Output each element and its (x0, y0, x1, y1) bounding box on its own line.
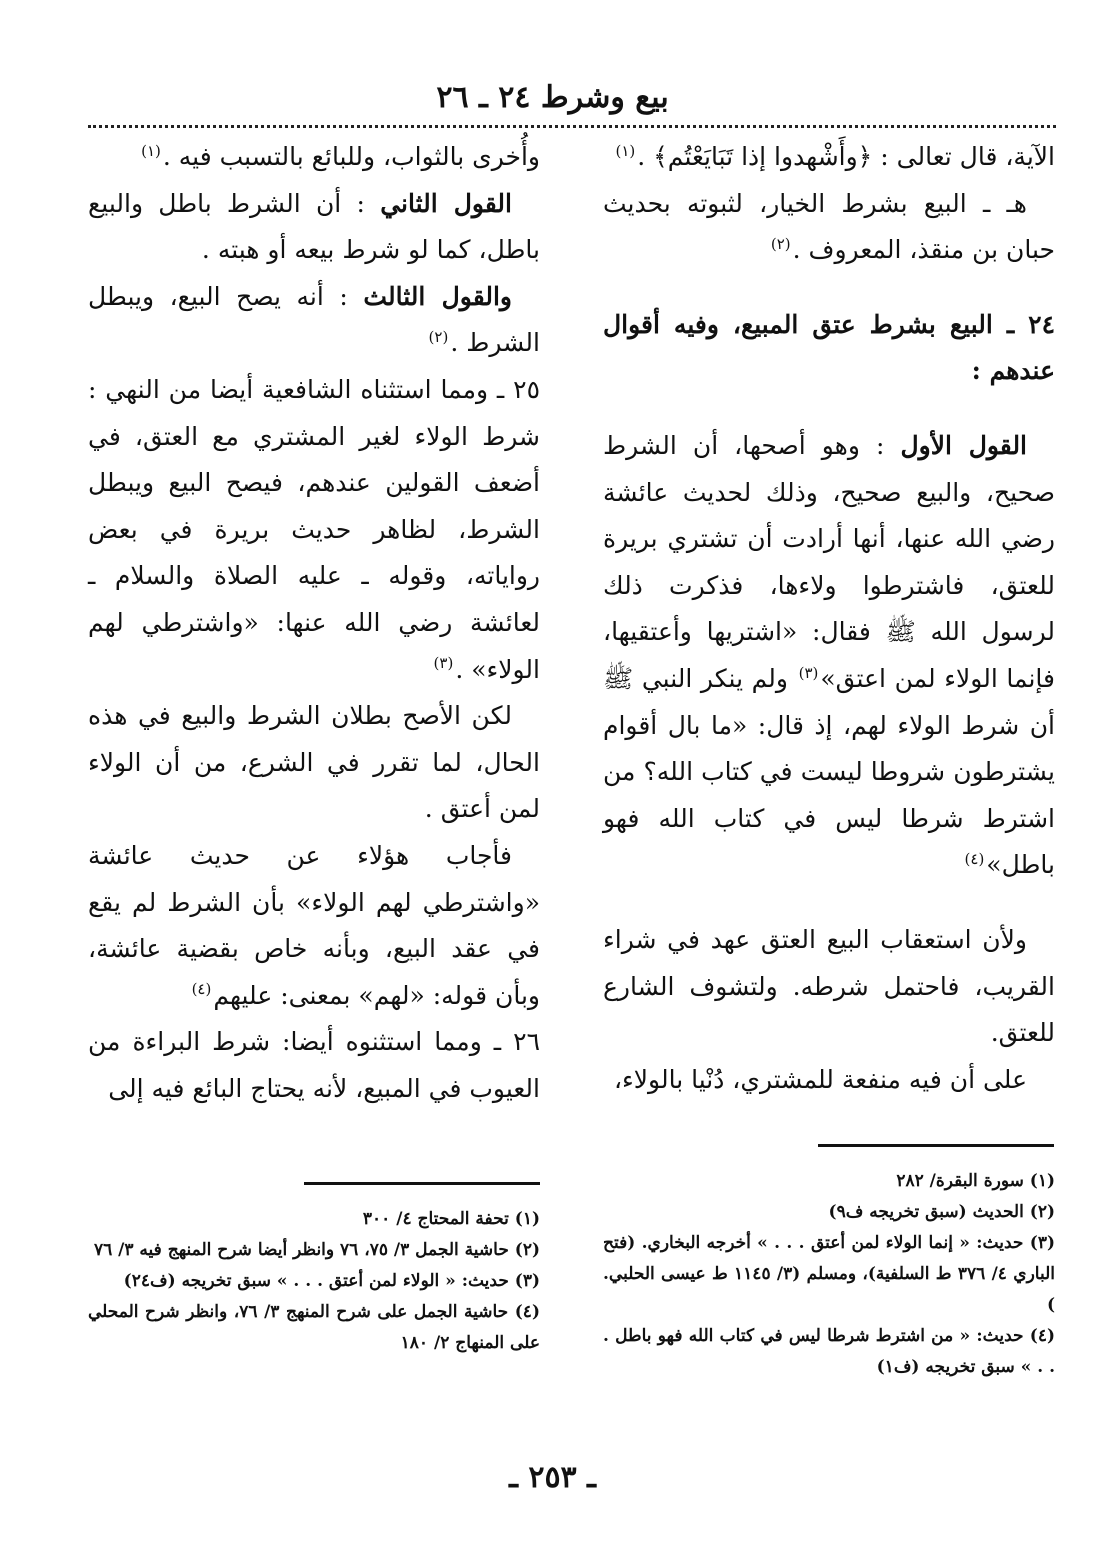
footnote-ref: (٣) (798, 663, 819, 682)
paragraph: على أن فيه منفعة للمشتري، دُنْيا بالولاء، (613, 1064, 1027, 1094)
paragraph: هـ ـ البيع بشرط الخيار، لثبوته بحديث حبان بن منقذ، المعروف .$^{(٢)}$ (603, 188, 1055, 265)
footnote: (١) سورة البقرة/ ٢٨٢ (896, 1171, 1055, 1191)
footnote-ref: (٣) (433, 654, 454, 673)
section-paragraph-26: ٢٦ ـ ومما استثنوه أيضا: شرط البراءة من العيوب في المبيع، لأنه يحتاج البائع فيه إلى (88, 1027, 540, 1103)
footnote: (٤) حاشية الجمل على شرح المنهج ٣/ ٧٦، وانظر شرح المحلي على المنهاج ٢/ ١٨٠ (88, 1302, 540, 1353)
footnote-ref: (٤) (964, 849, 985, 868)
footnotes-right (603, 1166, 1055, 1383)
footnote-rule (818, 1144, 1054, 1147)
footnote-ref: (٤) (191, 980, 212, 999)
left-column (88, 134, 540, 1112)
header-dotted-rule (88, 125, 1056, 128)
footnote-ref: (٢) (770, 234, 791, 253)
footnote: (٣) حديث: « الولاء لمن أعتق . . . » سبق تخريجه (ف٢٤) (123, 1271, 540, 1291)
paragraph: القول الثاني : أن الشرط باطل والبيع باطل، كما لو شرط بيعه أو هبته . (88, 188, 540, 265)
footnote: (٤) حديث: « من اشترط شرطا ليس في كتاب الله فهو باطل . . . » سبق تخريجه (ف١) (603, 1326, 1055, 1377)
footnote-ref: (٢) (428, 328, 449, 347)
footnote: (٢) الحديث (سبق تخريجه ف٩) (828, 1202, 1055, 1222)
footnote: (٢) حاشية الجمل ٣/ ٧٥، ٧٦ وانظر أيضا شرح المنهج فيه ٣/ ٧٦ (93, 1240, 540, 1260)
paragraph-label: القول الأول (900, 430, 1028, 460)
footnote-rule (304, 1182, 540, 1185)
paragraph: فأجاب هؤلاء عن حديث عائشة «واشترطي لهم الولاء» بأن الشرط لم يقع في عقد البيع، وبأنه خاص بقضية عائشة، وبأن قوله: «لهم» بمعنى: عليهم$^{(٤)}$ (88, 840, 540, 1010)
section-paragraph-25: ٢٥ ـ ومما استثناه الشافعية أيضا من النهي : شرط الولاء لغير المشتري مع العتق، في أضعف القولين عندهم، فيصح البيع ويبطل الشرط، لظاهر حديث بريرة في بعض رواياته، وقوله ـ عليه الصلاة والسلام ـ لعائشة رضي الله عنها: «واشترطي لهم الولاء» .$^{(٣)}$ (88, 374, 540, 684)
paragraph-label: والقول الثالث (363, 281, 512, 311)
page-number: ـ ٢٥٣ ـ (509, 1460, 596, 1495)
paragraph: وأُخرى بالثواب، وللبائع بالتسبب فيه .$^{(١)}$ (141, 141, 540, 171)
paragraph: الآية، قال تعالى : ﴿وأَشْهدوا إذا تَبَايَعْتُم﴾ .$^{(١)}$ (615, 141, 1055, 171)
section-heading-24: ٢٤ ـ البيع بشرط عتق المبيع، وفيه أقوال عندهم : (603, 309, 1055, 386)
paragraph: والقول الثالث : أنه يصح البيع، ويبطل الشرط .$^{(٢)}$ (88, 281, 540, 358)
footnote-ref: (١) (615, 141, 636, 160)
paragraph: القول الأول : وهو أصحها، أن الشرط صحيح، والبيع صحيح، وذلك لحديث عائشة رضي الله عنها، أنها أرادت أن تشتري بريرة للعتق، فاشترطوا ولاءها، فذكرت ذلك لرسول الله ﷺ فقال: «اشتريها وأعتقيها، فإنما الولاء لمن اعتق»$^{(٣)}$ ولم ينكر النبي ﷺ أن شرط الولاء لهم، إذ قال: «ما بال أقوام يشترطون شروطا ليست في كتاب الله؟ من اشترط شرطا ليس في كتاب الله فهو باطل»$^{(٤)}$ (603, 430, 1055, 880)
page-header-title: بيع وشرط ٢٤ ـ ٢٦ (436, 80, 669, 115)
footnote: (١) تحفة المحتاج ٤/ ٣٠٠ (362, 1209, 540, 1229)
right-column (603, 134, 1055, 1103)
footnotes-left (88, 1204, 540, 1359)
footnote: (٣) حديث: « إنما الولاء لمن أعتق . . . » أخرجه البخاري. (فتح الباري ٤/ ٣٧٦ ط السلفية)، ومسلم (٣/ ١١٤٥ ط عيسى الحلبي. ) (603, 1233, 1055, 1315)
paragraph-label: القول الثاني (380, 188, 512, 218)
paragraph: ولأن استعقاب البيع العتق عهد في شراء القريب، فاحتمل شرطه. ولتشوف الشارع للعتق. (603, 924, 1055, 1048)
footnote-ref: (١) (141, 141, 161, 160)
paragraph: لكن الأصح بطلان الشرط والبيع في هذه الحال، لما تقرر في الشرع، من أن الولاء لمن أعتق . (88, 701, 540, 824)
